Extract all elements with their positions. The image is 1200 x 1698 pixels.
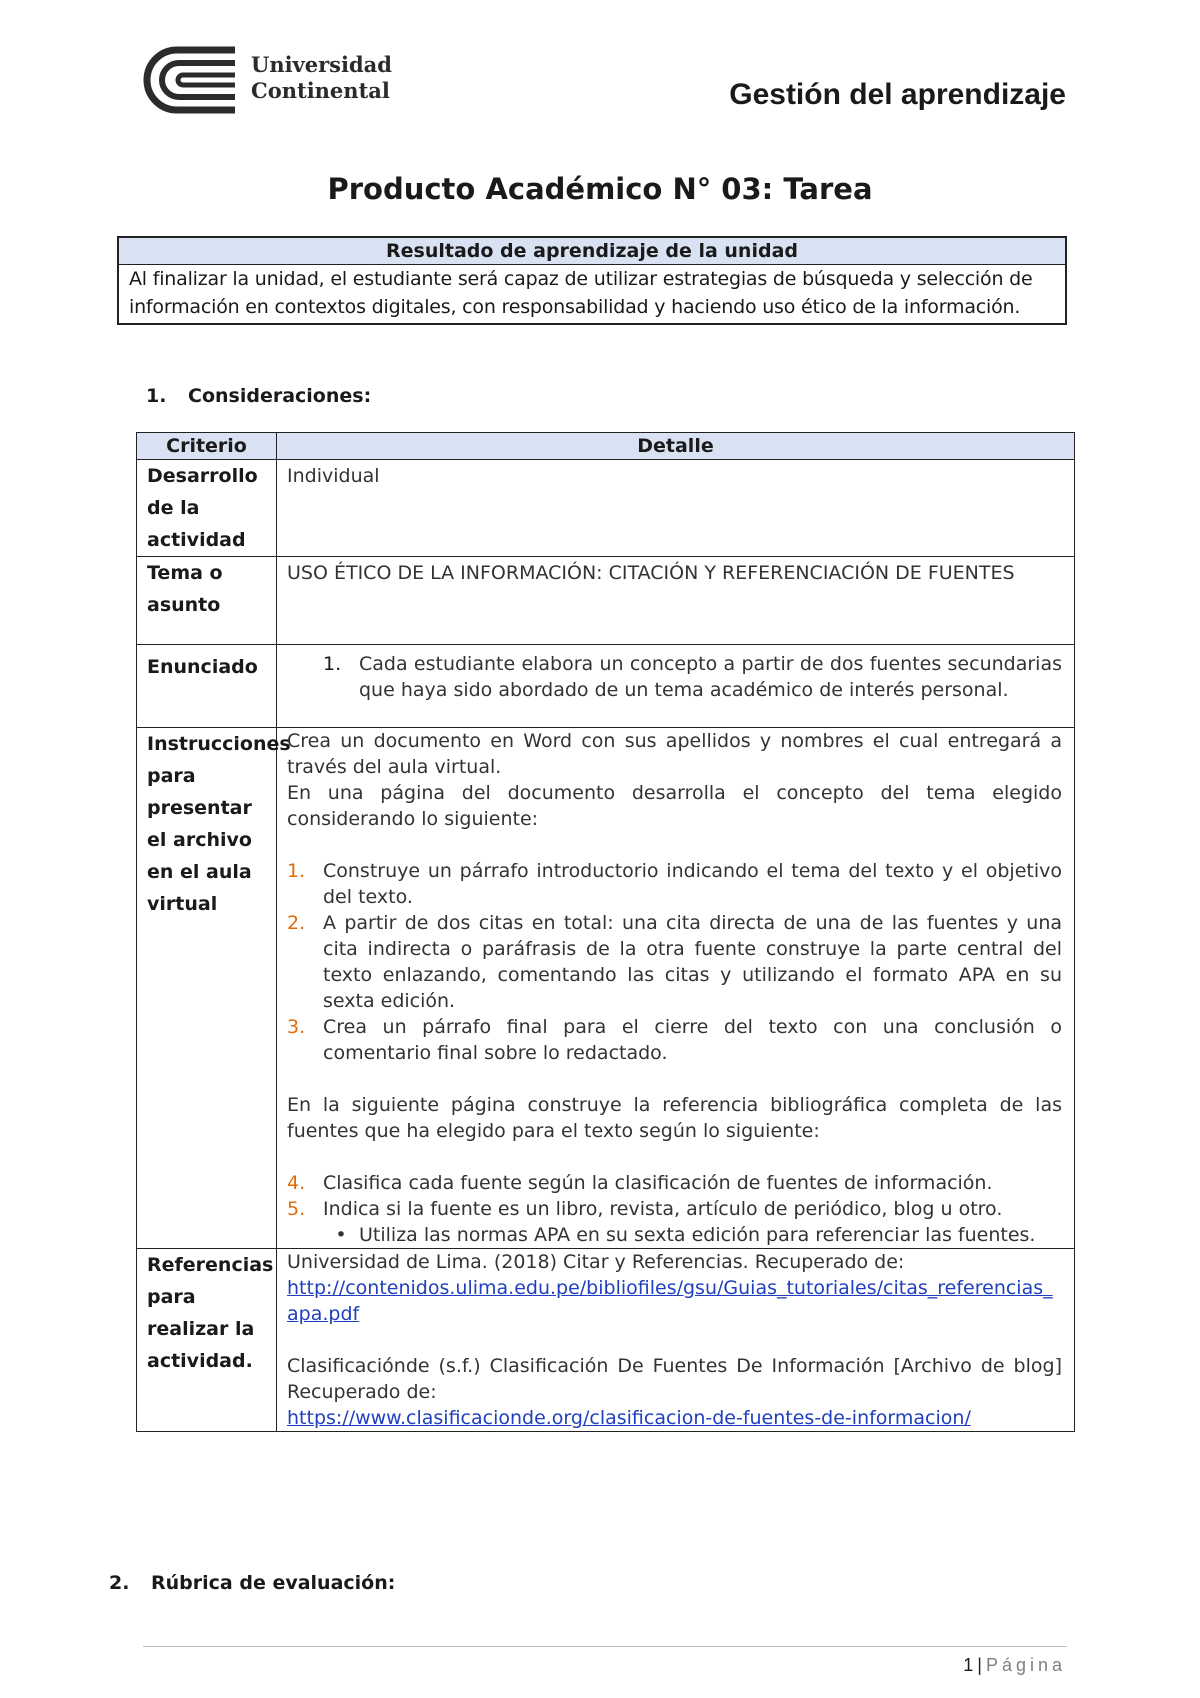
university-logo: [143, 46, 393, 114]
paragraph: En una página del documento desarrolla el concepto del tema elegido considerando lo siguiente:: [287, 782, 1062, 830]
learning-outcome-text: Al finalizar la unidad, el estudiante será capaz de utilizar estrategias de búsqueda y selección de información en contextos digitales, con responsabilidad y haciendo uso ético de la información.: [129, 268, 1033, 318]
table-row: [137, 460, 1075, 557]
list-item-number: 5.: [287, 1198, 306, 1220]
learning-outcome-heading: Resultado de aprendizaje de la unidad: [119, 238, 1065, 265]
table-row: [137, 645, 1075, 728]
footer-separator: |: [977, 1655, 982, 1675]
column-header-detalle: Detalle: [277, 433, 1075, 460]
column-header-criterio: Criterio: [137, 433, 277, 460]
list-item: [287, 1170, 1062, 1196]
row-detalle: [277, 645, 1075, 728]
considerations-table: [136, 432, 1075, 1432]
section-1-title: Consideraciones:: [188, 385, 372, 407]
document-title: Producto Académico N° 03: Tarea: [327, 172, 873, 206]
list-item-number: 1.: [287, 860, 306, 882]
reference-text: Clasificaciónde (s.f.) Clasificación De Fuentes De Información [Archivo de blog] Recuperado de:: [287, 1355, 1062, 1403]
universidad-continental-logo-icon: [143, 46, 239, 114]
page-number: 1: [963, 1655, 974, 1675]
row-criterio: Tema o asunto: [137, 557, 277, 645]
section-1-number: 1.: [146, 385, 167, 407]
footer-divider: [143, 1646, 1067, 1647]
table-row: [137, 728, 1075, 1249]
section-2-heading: [109, 1572, 395, 1594]
list-item: [287, 858, 1062, 910]
list-item-text: A partir de dos citas en total: una cita directa de una de las fuentes y una cita indirecta o paráfrasis de la otra fuente construye la parte central del texto enlazando, comentando las citas y utilizando el formato APA en su sexta edición.: [323, 912, 1062, 1012]
list-item-number: 2.: [287, 912, 306, 934]
row-detalle: [277, 728, 1075, 1249]
paragraph: En la siguiente página construye la referencia bibliográfica completa de las fuentes que ha elegido para el texto según lo siguiente:: [287, 1094, 1062, 1142]
header-title: Gestión del aprendizaje: [729, 78, 1066, 111]
learning-outcome-box: [117, 236, 1067, 325]
list-item-number: 3.: [287, 1016, 306, 1038]
row-detalle: USO ÉTICO DE LA INFORMACIÓN: CITACIÓN Y REFERENCIACIÓN DE FUENTES: [277, 557, 1075, 645]
row-criterio: Instrucciones para presentar el archivo en el aula virtual: [137, 728, 277, 1249]
reference-link[interactable]: http://contenidos.ulima.edu.pe/bibliofiles/gsu/Guias_tutoriales/citas_referencias_apa.pdf: [287, 1277, 1053, 1325]
section-2-title: Rúbrica de evaluación:: [151, 1572, 396, 1594]
page-label: Página: [985, 1655, 1066, 1675]
section-1-heading: [146, 385, 371, 407]
list-item-text: Indica si la fuente es un libro, revista, artículo de periódico, blog u otro.: [323, 1198, 1003, 1220]
list-item-number: 4.: [287, 1172, 306, 1194]
list-item-text: Crea un párrafo final para el cierre del texto con una conclusión o comentario final sobre lo redactado.: [323, 1016, 1062, 1064]
list-item-text: Clasifica cada fuente según la clasificación de fuentes de información.: [323, 1172, 993, 1194]
logo-line1: Universidad: [251, 52, 392, 77]
list-item: [287, 1014, 1062, 1066]
row-criterio: Desarrollo de la actividad: [137, 460, 277, 557]
list-item: [287, 910, 1062, 1014]
row-criterio: Referencias para realizar la actividad.: [137, 1249, 277, 1432]
table-header-row: [137, 433, 1075, 460]
row-detalle: [277, 1249, 1075, 1432]
logo-line2: Continental: [251, 78, 390, 103]
list-item-text: Construye un párrafo introductorio indicando el tema del texto y el objetivo del texto.: [323, 860, 1062, 908]
bullet-item: [287, 1222, 1062, 1248]
row-detalle: Individual: [277, 460, 1075, 557]
table-row: [137, 1249, 1075, 1432]
reference-link[interactable]: https://www.clasificacionde.org/clasificacion-de-fuentes-de-informacion/: [287, 1407, 971, 1429]
logo-text: [251, 52, 392, 104]
list-item: [287, 1196, 1062, 1222]
bullet-icon: •: [335, 1224, 347, 1246]
bullet-text: Utiliza las normas APA en su sexta edición para referenciar las fuentes.: [359, 1224, 1036, 1246]
list-item-number: 1.: [323, 653, 342, 675]
reference-text: Universidad de Lima. (2018) Citar y Referencias. Recuperado de:: [287, 1251, 905, 1273]
list-item-text: Cada estudiante elabora un concepto a partir de dos fuentes secundarias que haya sido abordado de un tema académico de interés personal.: [359, 653, 1062, 701]
table-row: [137, 557, 1075, 645]
row-criterio: Enunciado: [137, 645, 277, 728]
list-item: [287, 651, 1062, 703]
paragraph: Crea un documento en Word con sus apellidos y nombres el cual entregará a través del aula virtual.: [287, 730, 1062, 778]
section-2-number: 2.: [109, 1572, 130, 1594]
page-footer: [963, 1655, 1066, 1676]
